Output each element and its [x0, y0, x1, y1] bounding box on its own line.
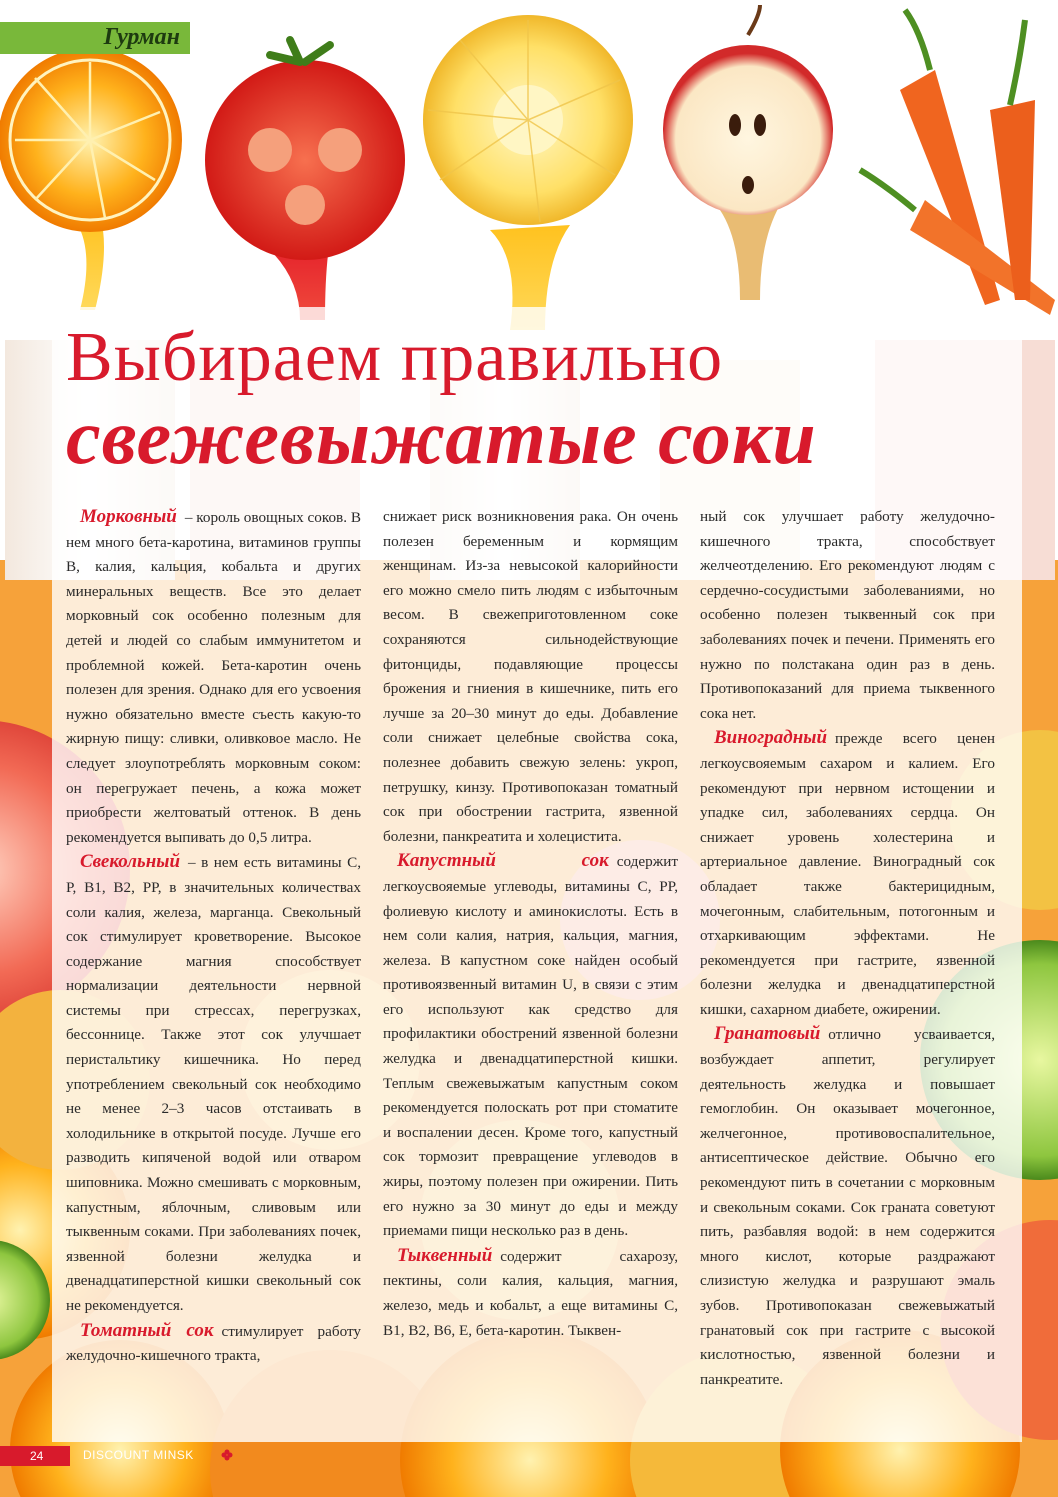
juice-keyword: Виноградный: [714, 727, 828, 749]
paragraph-text: снижает риск возникновения рака. Он очень полезен беременным и кормящим женщинам. Из-за невысокой калорийности его можно смело пить людям с избыточным весом. В свежеприготовленном соке сохраняются сильнодействующие фитонциды, подавляющие процессы брожения и гниения в кишечнике, пить его лучше за 20–30 минут до еды. Добавление соли снижает целебные свойства сока, полезнее добавить свежую зелень: укроп, петрушку, кинзу. Противопоказан томатный сок при обострении гастрита, язвенной болезни, панкреатита и холецистита.: [383, 508, 678, 845]
juice-keyword: Свекольный: [80, 851, 181, 873]
juice-keyword: Гранатовый: [714, 1023, 821, 1045]
paragraph: [700, 1022, 995, 1392]
paragraph-text: отлично усваивается, возбуждает аппетит, регулирует деятельность желудка и повышает гемоглобин. Он оказывает мочегонное, желчегонное, противовоспалительное, антисептическое действие. Обычно его рекомендуют пить в сочетании с морковным и свекольным соками. Сок граната советуют пить, разбавляя водой: в нем содержится много кислот, которые раздражают слизистую желудка и разрушают эмаль зубов. Противопоказан свежевыжатый гранатовый сок при гастрите с высокой кислотностью, язвенной болезни и панкреатите.: [700, 1026, 995, 1388]
magazine-name: DISCOUNT MINSK: [83, 1448, 194, 1462]
paragraph-text: – в нем есть витамины С, Р, В1, В2, РР, в значительных количествах соли калия, железа, марганца. Свекольный сок стимулирует кроветворение. Высокое содержание магния способствует нормализации деятельности нервной системы при стрессах, перегрузках, бессоннице. Также этот сок улучшает перистальтику кишечника. Но перед употреблением свекольный сок необходимо не менее 2–3 часов отстаивать в холодильнике в открытой посуде. Лучше его разводить кипяченой водой или отваром шиповника. Можно смешивать с морковным, капустным, яблочным, сливовым или тыквенным соками. При заболеваниях почек, язвенной болезни желудка и двенадцатиперстной кишки свекольный сок не рекомендуется.: [66, 854, 361, 1314]
section-tab: [0, 22, 190, 54]
juice-keyword: Тыквенный: [397, 1244, 493, 1266]
juice-keyword: Капустный сок: [397, 850, 609, 872]
paragraph-text: ный сок улучшает работу желудочно-кишечного тракта, способствует желчеотделению. Его рекомендуют людям с сердечно-сосудистыми заболеваниями, но особенно полезен тыквенный сок при заболеваниях почек и печени. Применять его нужно по полстакана один раз в день. Противопоказаний для приема тыквенного сока нет.: [700, 508, 995, 722]
text-column-3: [700, 505, 995, 1430]
paragraph-text: содержит легкоусвояемые углеводы, витамины С, РР, фолиевую кислоту и аминокислоты. Есть в нем соли калия, натрия, кальция, магния, железа. В капустном соке найден особый противоязвенный витамин U, в связи с этим его используют как средство для профилактики обострений язвенной болезни желудка и двенадцатиперстной кишки. Теплым свежевыжатым капустным соком рекомендуется полоскать рот при стоматите и воспалении десен. Кроме того, капустный сок тормозит превращение углеводов в жиры, поэтому полезен при ожирении. Пить его нужно за 30 минут до еды и между приемами пищи несколько раз в день.: [383, 853, 678, 1240]
paragraph: [383, 1244, 678, 1343]
paragraph-text: стимулирует работу желудочно-кишечного тракта,: [66, 1322, 361, 1365]
section-label: Гурман: [103, 24, 180, 50]
paragraph: [66, 850, 361, 1318]
article-title-line-1: Выбираем правильно: [66, 319, 724, 396]
text-column-1: [66, 505, 361, 1430]
juice-keyword: Томатный сок: [80, 1319, 214, 1341]
text-column-2: [383, 505, 678, 1430]
paragraph-text: – король овощных соков. В нем много бета-каротина, витаминов группы В, калия, кальция, кобальта и других минеральных веществ. Все это делает морковный сок особенно полезным для детей и людей со слабым иммунитетом и проблемной кожей. Бета-каротин очень полезен для зрения. Однако для его усвоения нужно обязательно вместе съесть какую-то жирную пищу: сливки, оливковое масло. Не следует злоупотреблять морковным соком: он перегружает печень, а кожа может приобрести желтоватый оттенок. В день рекомендуется выпивать до 0,5 литра.: [66, 509, 361, 846]
paragraph: [66, 505, 361, 850]
paragraph: [383, 849, 678, 1244]
paragraph: [66, 1319, 361, 1369]
paragraph: [700, 505, 995, 726]
paragraph-text: содержит сахарозу, пектины, соли калия, кальция, магния, железо, медь и кобальт, а еще витамины С, В1, В2, В6, Е, бета-каротин. Тыквен-: [383, 1247, 678, 1339]
juice-keyword: Морковный: [80, 506, 177, 527]
flower-icon: [221, 1449, 233, 1461]
page-number-badge: [0, 1446, 70, 1466]
paragraph: [700, 726, 995, 1022]
article-title-line-2: свежевыжатые соки: [66, 393, 817, 480]
page-number: 24: [30, 1449, 44, 1463]
paragraph-text: прежде всего ценен легкоусвояемым сахаром и калием. Его рекомендуют при нервном истощении и упадке сил, заболеваниях сердца. Он снижает уровень холестерина и артериальное давление. Виноградный сок обладает также бактерицидным, мочегонным, слабительным, потогонным и отхаркивающим эффектами. Не рекомендуется при гастрите, язвенной болезни желудка и двенадцатиперстной кишки, сахарном диабете, ожирении.: [700, 730, 995, 1018]
paragraph: [383, 505, 678, 849]
